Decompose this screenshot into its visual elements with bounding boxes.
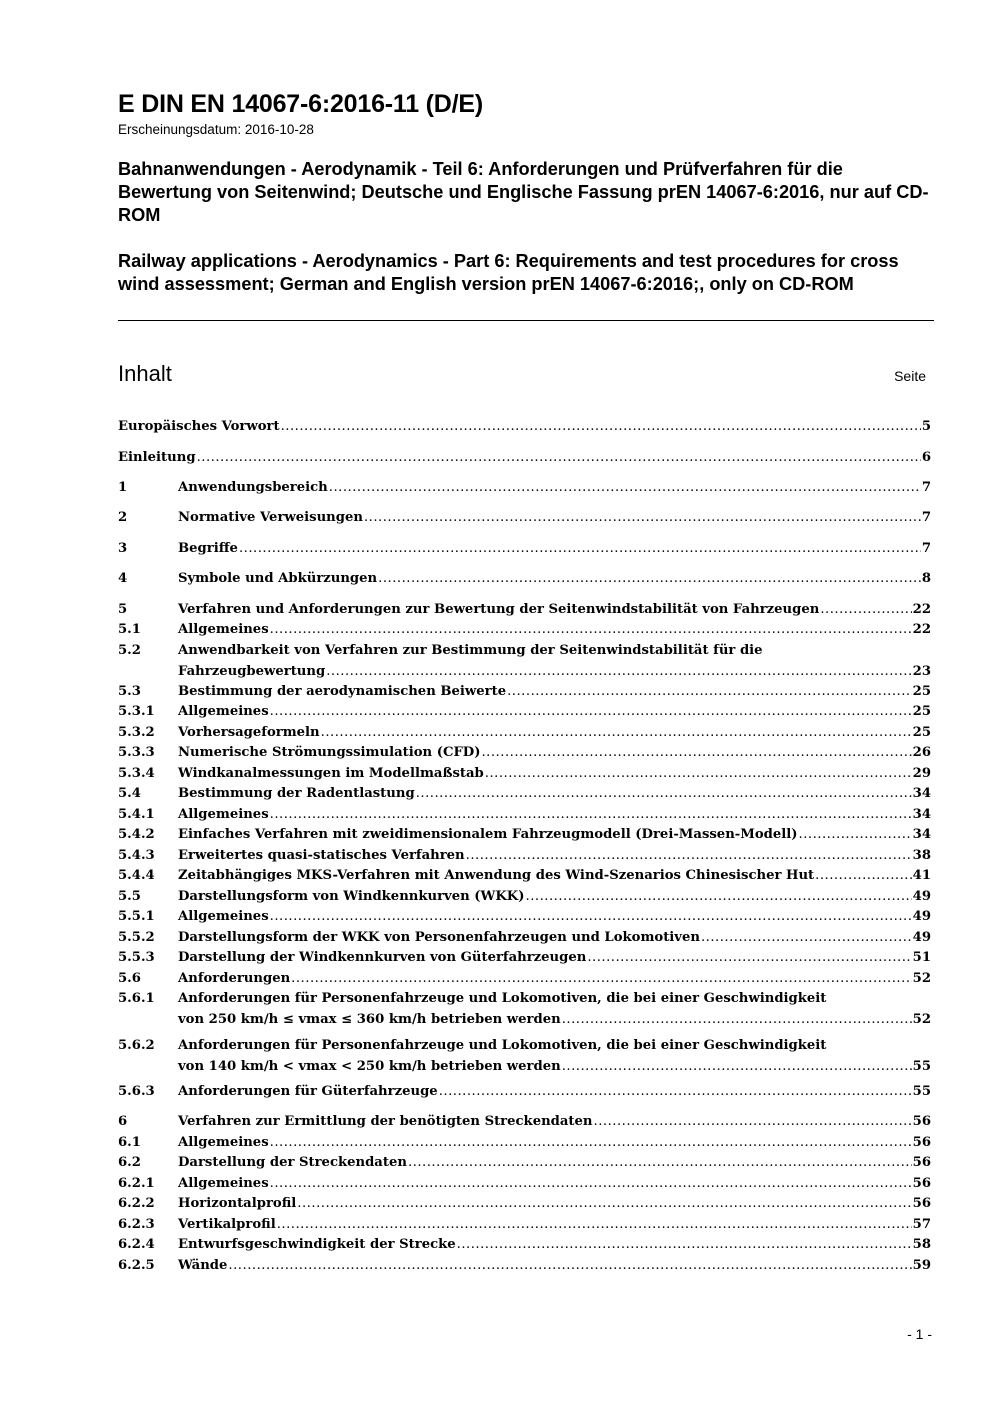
toc-entry-page: 22 — [912, 602, 931, 617]
toc-entry-title: Anforderungen für Personenfahrzeuge und Lokomotiven, die bei einer Geschwindigkeit — [178, 991, 827, 1006]
toc-entry-page: 56 — [912, 1135, 931, 1150]
toc-entry-number: 5.4.2 — [118, 827, 155, 842]
toc-entry[interactable] — [118, 641, 931, 682]
toc-entry[interactable] — [118, 1112, 931, 1133]
toc-entry[interactable] — [118, 907, 931, 928]
toc-leader — [297, 1194, 911, 1215]
toc-entry-number: 5.3 — [118, 684, 141, 699]
toc-heading: Inhalt — [118, 361, 172, 386]
toc-entry-page: 23 — [912, 663, 931, 679]
toc-leader — [820, 600, 911, 621]
toc-entry-page: 34 — [912, 827, 931, 842]
toc-entry-title: Entwurfsgeschwindigkeit der Strecke — [178, 1237, 456, 1252]
toc-entry-title: Allgemeines — [178, 1176, 269, 1191]
toc-entry-number: 5.4 — [118, 786, 141, 801]
toc-entry-title: Darstellungsform der WKK von Personenfahrzeugen und Lokomotiven — [178, 930, 700, 945]
toc-page-label: Seite — [894, 368, 926, 384]
toc-leader — [270, 805, 912, 826]
toc-entry-title: Europäisches Vorwort — [118, 419, 280, 434]
toc-leader — [701, 928, 912, 949]
toc-entry-page: 25 — [912, 725, 931, 740]
toc-leader — [408, 1153, 912, 1174]
toc-entry-number: 1 — [118, 480, 128, 495]
toc-leader — [562, 1057, 912, 1078]
toc-entry-title: Einfaches Verfahren mit zweidimensionalem Fahrzeugmodell (Drei-Massen-Modell) — [178, 827, 798, 842]
toc-entry-title: Symbole und Abkürzungen — [178, 571, 378, 586]
toc-leader — [815, 866, 911, 887]
toc-entry-number: 5.5 — [118, 889, 141, 904]
toc-entry[interactable] — [118, 928, 931, 949]
toc-entry-page: 51 — [912, 950, 931, 965]
toc-entry-number: 5.3.4 — [118, 766, 155, 781]
toc-entry-number: 4 — [118, 571, 128, 586]
toc-entry[interactable] — [118, 1235, 931, 1256]
toc-entry-number: 6.2.5 — [118, 1258, 155, 1273]
toc-entry-number: 6.2 — [118, 1155, 141, 1170]
toc-entry[interactable] — [118, 478, 931, 499]
title-english: Railway applications - Aerodynamics - Part 6: Requirements and test procedures for cross wind assessment; German and English version prEN 14067-6:2016;, only on CD-ROM — [118, 251, 899, 294]
toc-leader — [416, 784, 912, 805]
toc-entry-title: Begriffe — [178, 541, 238, 556]
toc-entry-number: 5.5.2 — [118, 930, 155, 945]
toc-entry[interactable] — [118, 1082, 931, 1103]
toc-entry-page: 25 — [912, 684, 931, 699]
toc-leader — [239, 539, 921, 560]
toc-entry-number: 5.2 — [118, 643, 141, 658]
publication-date: Erscheinungsdatum: 2016-10-28 — [118, 122, 314, 137]
toc-leader — [526, 887, 912, 908]
toc-entry-title: Zeitabhängiges MKS-Verfahren mit Anwendung des Wind-Szenarios Chinesischer Hut — [178, 868, 815, 883]
toc-entry[interactable] — [118, 846, 931, 867]
toc-leader — [291, 969, 911, 990]
toc-entry-page: 49 — [912, 909, 931, 924]
toc-entry-page: 7 — [921, 510, 931, 525]
toc-entry[interactable] — [118, 825, 931, 846]
toc-entry-title: Anforderungen — [178, 971, 291, 986]
toc-entry[interactable] — [118, 1133, 931, 1154]
toc-entry-number: 5.6 — [118, 971, 141, 986]
toc-entry-title: Allgemeines — [178, 704, 269, 719]
toc-entry[interactable] — [118, 1194, 931, 1215]
toc-entry[interactable] — [118, 866, 931, 887]
toc-entry-page: 38 — [912, 848, 931, 863]
toc-entry-number: 6 — [118, 1114, 128, 1129]
toc-entry-title: Anforderungen für Personenfahrzeuge und Lokomotiven, die bei einer Geschwindigkeit — [178, 1038, 827, 1053]
toc-entry-page: 57 — [912, 1217, 931, 1232]
toc-entry[interactable] — [118, 569, 931, 590]
toc-entry-number: 6.1 — [118, 1135, 141, 1150]
toc-entry-page: 55 — [912, 1084, 931, 1099]
toc-entry[interactable] — [118, 1036, 931, 1077]
toc-entry[interactable] — [118, 508, 931, 529]
toc-entry-page: 49 — [912, 889, 931, 904]
toc-entry-page: 26 — [912, 745, 931, 760]
toc-entry-title: Anwendungsbereich — [178, 480, 328, 495]
toc-entry-title: Allgemeines — [178, 909, 269, 924]
toc-entry-number: 5.5.3 — [118, 950, 155, 965]
toc-entry-number: 6.2.1 — [118, 1176, 155, 1191]
toc-entry[interactable] — [118, 1256, 931, 1277]
toc-entry-page: 22 — [912, 622, 931, 637]
toc-entry-title: Erweitertes quasi-statisches Verfahren — [178, 848, 465, 863]
toc-entry[interactable] — [118, 1215, 931, 1236]
toc-leader — [378, 569, 921, 590]
toc-leader — [485, 764, 912, 785]
toc-entry[interactable] — [118, 723, 931, 744]
toc-entry-page: 25 — [912, 704, 931, 719]
toc-entry[interactable] — [118, 887, 931, 908]
toc-entry-title: Verfahren zur Ermittlung der benötigten Streckendaten — [178, 1114, 593, 1129]
toc-entry-number: 5.3.2 — [118, 725, 155, 740]
toc-entry-title-cont: Fahrzeugbewertung — [178, 663, 326, 679]
toc-entry-title: Wände — [178, 1258, 228, 1273]
toc-leader — [321, 723, 912, 744]
toc-leader — [364, 508, 921, 529]
toc-entry[interactable] — [118, 784, 931, 805]
toc-leader — [270, 1174, 912, 1195]
toc-entry-number: 5.1 — [118, 622, 141, 637]
toc-entry-page: 41 — [912, 868, 931, 883]
toc-entry-number: 3 — [118, 541, 128, 556]
toc-entry-title: Bestimmung der aerodynamischen Beiwerte — [178, 684, 507, 699]
toc-leader — [466, 846, 912, 867]
toc-entry[interactable] — [118, 1153, 931, 1174]
toc-entry-page: 55 — [912, 1058, 931, 1074]
toc-leader — [799, 825, 912, 846]
toc-entry-title: Vertikalprofil — [178, 1217, 276, 1232]
toc-entry-title: Normative Verweisungen — [178, 510, 363, 525]
toc-leader — [270, 907, 912, 928]
toc-entry[interactable] — [118, 989, 931, 1030]
toc-entry[interactable] — [118, 620, 931, 641]
toc-entry-page: 56 — [912, 1155, 931, 1170]
toc-entry-number: 6.2.2 — [118, 1196, 155, 1211]
toc-entry[interactable] — [118, 764, 931, 785]
toc-entry-page: 7 — [921, 480, 931, 495]
toc-leader — [329, 478, 921, 499]
toc-entry[interactable] — [118, 948, 931, 969]
toc-entry-title: Allgemeines — [178, 1135, 269, 1150]
toc-entry-page: 34 — [912, 786, 931, 801]
title-german: Bahnanwendungen - Aerodynamik - Teil 6: Anforderungen und Prüfverfahren für die Bewertung von Seitenwind; Deutsche und Englische Fassung prEN 14067-6:2016, nur auf CD-ROM — [118, 159, 929, 225]
toc-entry-page: 56 — [912, 1114, 931, 1129]
toc-entry-title: Verfahren und Anforderungen zur Bewertung der Seitenwindstabilität von Fahrzeugen — [178, 602, 820, 617]
toc-entry-page: 34 — [912, 807, 931, 822]
toc-leader — [439, 1082, 912, 1103]
toc-leader — [270, 620, 912, 641]
toc-entry[interactable] — [118, 969, 931, 990]
toc-entry[interactable] — [118, 805, 931, 826]
toc-entry-title: Windkanalmessungen im Modellmaßstab — [178, 766, 484, 781]
toc-entry[interactable] — [118, 682, 931, 703]
toc-leader — [270, 1133, 912, 1154]
header-divider — [118, 320, 934, 321]
toc-leader — [587, 948, 911, 969]
toc-entry[interactable] — [118, 702, 931, 723]
toc-entry-number: 5.4.4 — [118, 868, 155, 883]
toc-entry-title: Darstellung der Windkennkurven von Güterfahrzeugen — [178, 950, 587, 965]
toc-leader — [562, 1010, 912, 1031]
toc-entry-title: Bestimmung der Radentlastung — [178, 786, 415, 801]
toc-entry[interactable] — [118, 1174, 931, 1195]
toc-entry-page: 6 — [921, 450, 931, 465]
toc-entry-title: Vorhersageformeln — [178, 725, 320, 740]
toc-entry-number: 5.5.1 — [118, 909, 155, 924]
toc-entry-number: 5.4.1 — [118, 807, 155, 822]
toc-entry-page: 56 — [912, 1196, 931, 1211]
toc-leader — [281, 417, 921, 438]
toc-entry-page: 52 — [912, 1011, 931, 1027]
toc-entry[interactable] — [118, 417, 931, 438]
toc-entry-page: 5 — [921, 419, 931, 434]
toc-entry[interactable] — [118, 743, 931, 764]
toc-entry-title: Allgemeines — [178, 807, 269, 822]
toc-leader — [594, 1112, 912, 1133]
toc-leader — [481, 743, 911, 764]
toc-entry-title: Einleitung — [118, 450, 196, 465]
toc-entry[interactable] — [118, 600, 931, 621]
toc-entry-title-cont: von 140 km/h < vmax < 250 km/h betrieben werden — [178, 1058, 561, 1074]
toc-entry-title: Numerische Strömungssimulation (CFD) — [178, 745, 481, 760]
toc-leader — [457, 1235, 912, 1256]
toc-entry-page: 59 — [912, 1258, 931, 1273]
toc-entry-page: 7 — [921, 541, 931, 556]
toc-entry-number: 5 — [118, 602, 128, 617]
toc-entry-page: 56 — [912, 1176, 931, 1191]
toc-entry-page: 52 — [912, 971, 931, 986]
toc-entry-number: 5.6.3 — [118, 1084, 155, 1099]
toc-entry-number: 6.2.3 — [118, 1217, 155, 1232]
toc-entry-number: 5.6.1 — [118, 991, 155, 1006]
document-id: E DIN EN 14067-6:2016-11 (D/E) — [118, 90, 484, 118]
toc-entry-number: 6.2.4 — [118, 1237, 155, 1252]
toc-entry-number: 5.4.3 — [118, 848, 155, 863]
toc-entry[interactable] — [118, 539, 931, 560]
toc-entry-page: 58 — [912, 1237, 931, 1252]
toc-leader — [228, 1256, 911, 1277]
toc-entry-number: 2 — [118, 510, 128, 525]
toc-leader — [326, 662, 911, 683]
toc-entry-number: 5.3.1 — [118, 704, 155, 719]
toc-leader — [270, 702, 912, 723]
toc-entry-title: Darstellung der Streckendaten — [178, 1155, 407, 1170]
toc-entry-number: 5.3.3 — [118, 745, 155, 760]
toc-leader — [277, 1215, 912, 1236]
toc-entry-title-cont: von 250 km/h ≤ vmax ≤ 360 km/h betrieben werden — [178, 1011, 561, 1027]
toc-entry-title: Anwendbarkeit von Verfahren zur Bestimmung der Seitenwindstabilität für die — [178, 643, 763, 658]
toc-entry-title: Horizontalprofil — [178, 1196, 297, 1211]
toc-entry-page: 8 — [921, 571, 931, 586]
toc-leader — [507, 682, 912, 703]
toc-entry-page: 49 — [912, 930, 931, 945]
toc-entry-number: 5.6.2 — [118, 1038, 155, 1053]
toc-entry-title: Anforderungen für Güterfahrzeuge — [178, 1084, 438, 1099]
toc-leader — [197, 448, 921, 469]
toc-entry-title: Allgemeines — [178, 622, 269, 637]
toc-entry-title: Darstellungsform von Windkennkurven (WKK) — [178, 889, 525, 904]
toc-entry[interactable] — [118, 448, 931, 469]
page-number: - 1 - — [907, 1326, 932, 1342]
toc-entry-page: 29 — [912, 766, 931, 781]
